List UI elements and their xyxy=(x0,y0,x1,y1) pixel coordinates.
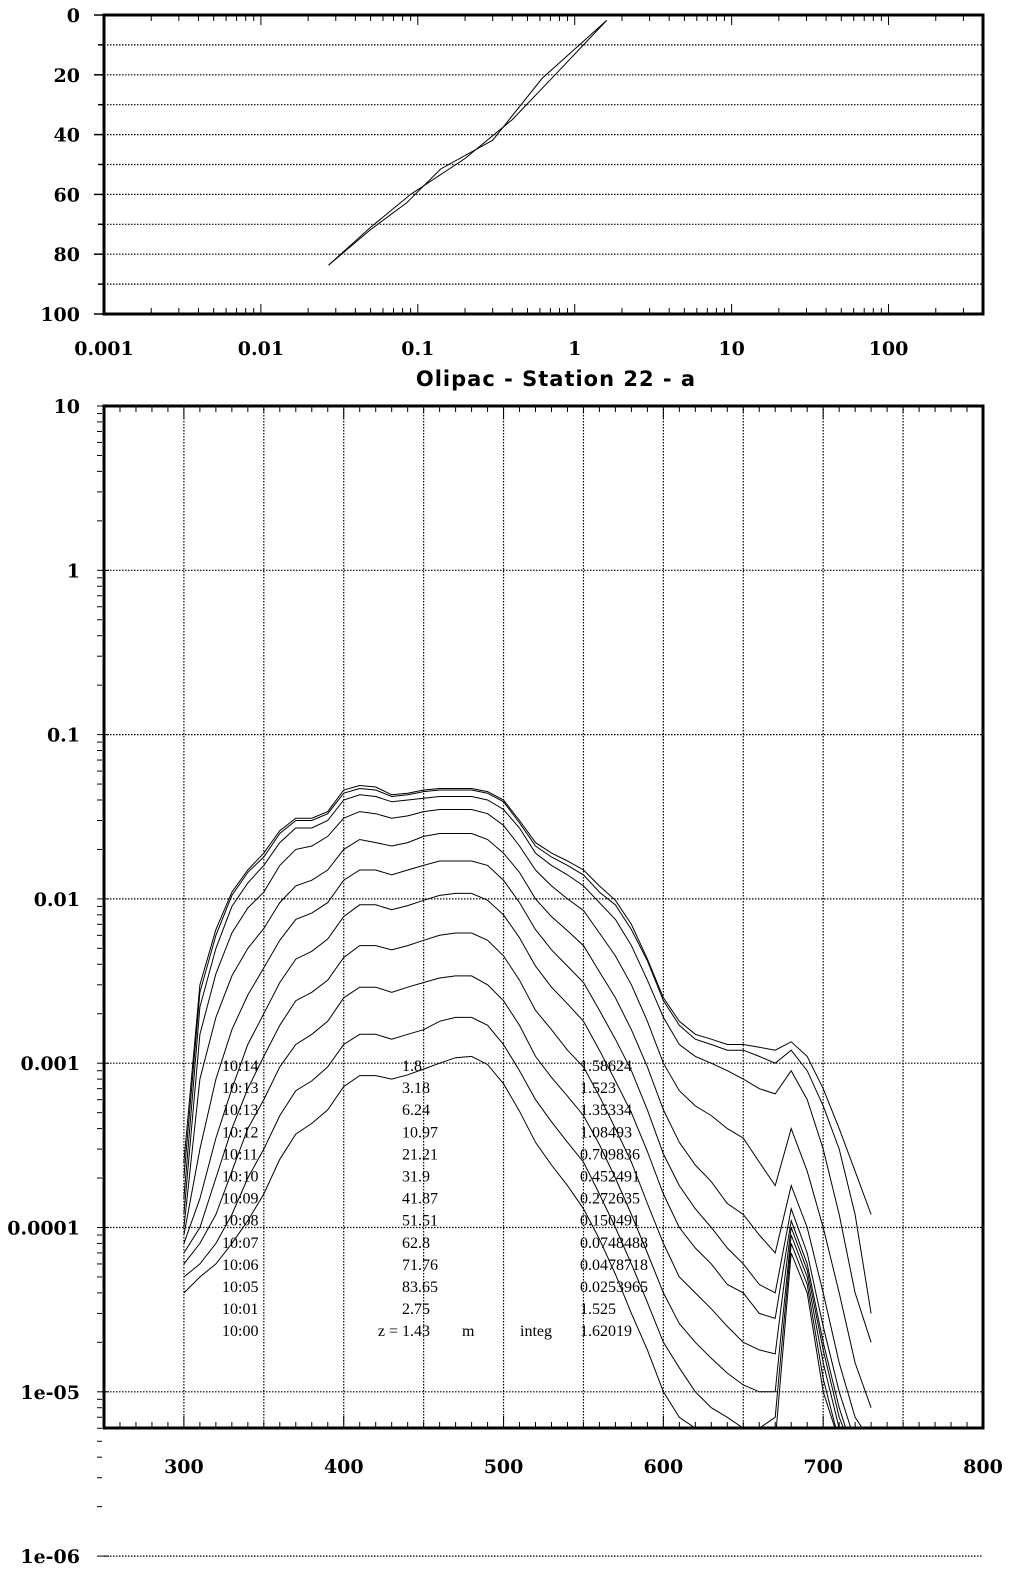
top-x-tick-label: 0.1 xyxy=(401,338,435,360)
annotation-depth: 31.9 xyxy=(402,1168,430,1186)
annotation-integ-value: 0.0478718 xyxy=(580,1256,648,1274)
annotation-integ-value: 1.35334 xyxy=(580,1102,632,1120)
annotation-time: 10:13 xyxy=(222,1080,259,1098)
main-x-tick-label: 700 xyxy=(803,1456,844,1478)
main-series-line-10 xyxy=(184,1017,871,1477)
main-y-tick-label: 10 xyxy=(53,396,80,418)
annotation-time: 10:10 xyxy=(222,1168,259,1186)
main-series-line-7 xyxy=(184,893,871,1477)
main-y-tick-label: 0.001 xyxy=(20,1053,80,1076)
annotation-time: 10:14 xyxy=(222,1058,259,1075)
main-series-line-6 xyxy=(184,861,871,1457)
annotation-time: 10:05 xyxy=(222,1279,259,1296)
main-series-line-11 xyxy=(184,1056,871,1477)
annotation-depth: 1.8 xyxy=(402,1058,422,1075)
annotation-depth: 83.65 xyxy=(402,1279,438,1296)
chart-title: Olipac - Station 22 - a xyxy=(415,367,697,391)
annotation-depth: 1.43 xyxy=(402,1323,430,1341)
main-y-tick-label: 0.0001 xyxy=(7,1217,80,1240)
annotation-depth: 6.24 xyxy=(402,1102,430,1120)
annotation-integ-label: integ xyxy=(520,1323,552,1341)
annotation-time: 10:06 xyxy=(222,1256,259,1274)
top-series-line-1 xyxy=(329,20,607,265)
annotation-depth: 10.97 xyxy=(402,1124,438,1142)
annotation-depth: 3.18 xyxy=(402,1080,430,1098)
annotation-integ-value: 1.08493 xyxy=(580,1124,632,1142)
main-series-line-9 xyxy=(184,976,871,1478)
annotation-unit-label: m xyxy=(462,1323,475,1341)
top-x-tick-label: 100 xyxy=(868,338,909,360)
main-x-tick-label: 800 xyxy=(963,1456,1003,1478)
main-series-line-2 xyxy=(184,789,871,1314)
annotation-integ-value: 0.0748488 xyxy=(580,1234,648,1252)
top-chart-series xyxy=(329,20,607,265)
annotation-time: 10:01 xyxy=(222,1301,259,1319)
annotation-integ-value: 1.58624 xyxy=(580,1058,632,1075)
annotation-time: 10:09 xyxy=(222,1190,259,1208)
annotation-integ-value: 0.150491 xyxy=(580,1212,640,1230)
main-series-line-5 xyxy=(184,834,871,1442)
main-chart-annotations xyxy=(222,1058,648,1340)
top-chart-grid xyxy=(104,45,983,284)
main-y-tick-label: 1e-06 xyxy=(20,1546,80,1569)
annotation-time: 10:08 xyxy=(222,1212,259,1230)
main-series-line-3 xyxy=(184,795,871,1343)
main-x-tick-label: 500 xyxy=(483,1456,524,1478)
top-y-tick-label: 0 xyxy=(66,5,80,27)
annotation-time: 10:13 xyxy=(222,1102,259,1120)
main-y-tick-label: 0.01 xyxy=(33,888,80,911)
top-y-tick-label: 40 xyxy=(53,124,80,147)
annotation-depth: 51.51 xyxy=(402,1212,438,1230)
main-x-tick-label: 600 xyxy=(643,1456,684,1478)
main-chart-y-tick-labels xyxy=(7,396,80,1568)
top-chart-x-tick-labels xyxy=(74,338,908,360)
main-x-tick-label: 400 xyxy=(323,1456,364,1478)
top-x-tick-label: 0.01 xyxy=(237,338,285,360)
top-y-tick-label: 100 xyxy=(40,304,80,326)
annotation-time: 10:00 xyxy=(222,1323,259,1341)
top-y-tick-label: 20 xyxy=(53,64,80,87)
main-y-tick-label: 1e-05 xyxy=(20,1381,80,1404)
top-x-tick-label: 0.001 xyxy=(74,338,134,360)
top-series-line-2 xyxy=(329,20,607,265)
annotation-z-label: z = xyxy=(377,1323,398,1341)
annotation-depth: 41.87 xyxy=(402,1190,438,1208)
top-x-tick-label: 10 xyxy=(718,338,745,360)
annotation-time: 10:12 xyxy=(222,1124,259,1142)
annotation-integ-value: 1.523 xyxy=(580,1080,616,1098)
top-chart-y-tick-labels xyxy=(40,5,80,326)
top-x-tick-label: 1 xyxy=(568,338,582,360)
annotation-integ-value: 0.0253965 xyxy=(580,1279,648,1296)
annotation-depth: 21.21 xyxy=(402,1146,438,1164)
annotation-integ-value: 0.452491 xyxy=(580,1168,640,1186)
top-y-tick-label: 80 xyxy=(53,244,80,267)
main-y-tick-label: 0.1 xyxy=(46,724,80,747)
annotation-depth: 2.75 xyxy=(402,1301,430,1319)
annotation-depth: 62.8 xyxy=(402,1234,430,1252)
annotation-depth: 71.76 xyxy=(402,1256,438,1274)
annotation-integ-value: 1.62019 xyxy=(580,1323,632,1341)
annotation-time: 10:07 xyxy=(222,1234,259,1252)
annotation-integ-value: 1.525 xyxy=(580,1301,616,1319)
main-y-tick-label: 1 xyxy=(66,560,80,583)
main-chart-grid xyxy=(104,406,983,1556)
main-chart-x-tick-labels xyxy=(164,1456,1003,1478)
annotation-time: 10:11 xyxy=(222,1146,258,1164)
annotation-integ-value: 0.272635 xyxy=(580,1190,640,1208)
main-x-tick-label: 300 xyxy=(164,1456,204,1478)
main-chart-series xyxy=(184,786,871,1478)
top-y-tick-label: 60 xyxy=(53,184,80,207)
annotation-integ-value: 0.709836 xyxy=(580,1146,640,1164)
main-series-line-1 xyxy=(184,786,871,1215)
main-series-line-8 xyxy=(184,933,871,1478)
